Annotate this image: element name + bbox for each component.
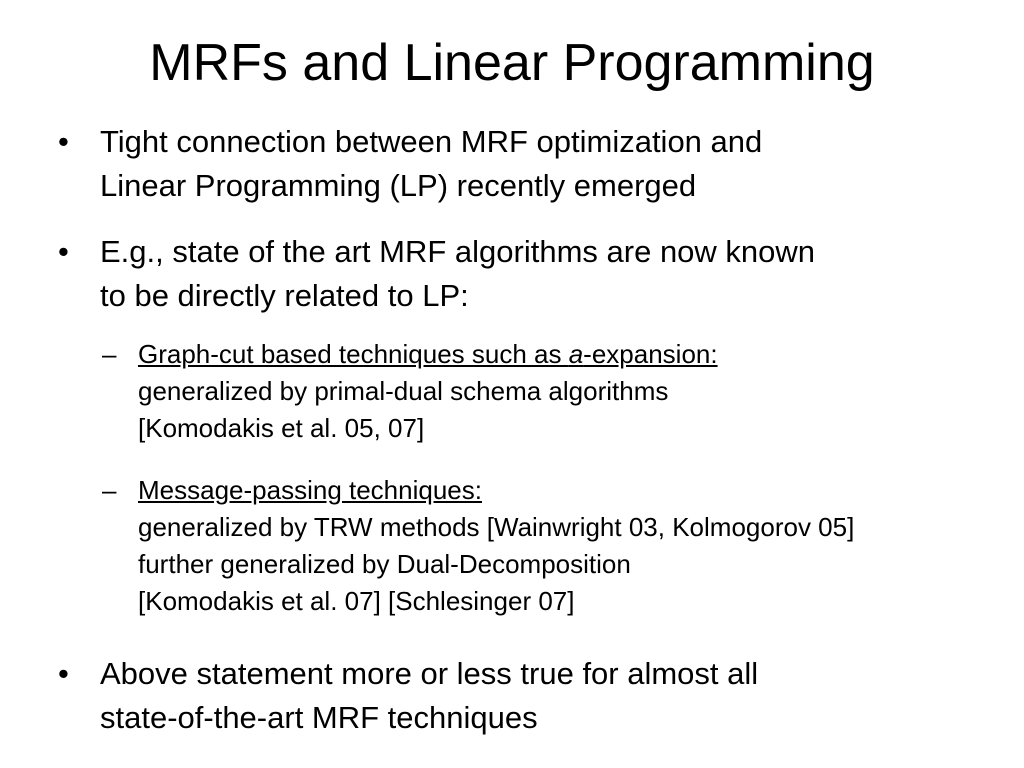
alpha-symbol: a: [568, 339, 584, 369]
bullet-line: Linear Programming (LP) recently emerged: [100, 168, 697, 203]
bullet-marker: •: [58, 124, 69, 159]
subbullet-line: further generalized by Dual-Decomposition: [138, 549, 631, 579]
bullet-line: E.g., state of the art MRF algorithms are now known: [100, 234, 816, 269]
bullet-line: state-of-the-art MRF techniques: [100, 700, 538, 735]
subbullet-line: generalized by primal-dual schema algorithms: [138, 376, 669, 406]
bullet-text: [100, 652, 758, 740]
subbullet-text: [138, 472, 854, 620]
subbullet-line: [Komodakis et al. 05, 07]: [138, 413, 425, 443]
bullet-marker: •: [58, 234, 69, 269]
subbullet-heading-text: Graph-cut based techniques such as: [138, 339, 569, 369]
bullet-line: Tight connection between MRF optimization and: [100, 124, 763, 159]
slide-title: MRFs and Linear Programming: [149, 34, 875, 92]
subbullet-heading-text: -expansion:: [583, 339, 718, 369]
bullet-line: to be directly related to LP:: [100, 278, 469, 313]
subbullet-marker: –: [102, 475, 117, 505]
bullet-marker: •: [58, 656, 69, 691]
subbullet-marker: –: [102, 339, 117, 369]
subbullet-heading: [138, 472, 854, 509]
subbullet-text: [138, 336, 718, 447]
subbullet-heading-text: Message-passing techniques:: [138, 475, 482, 505]
bullet-line: Above statement more or less true for almost all: [100, 656, 759, 691]
bullet-text: [100, 230, 815, 318]
subbullet-heading: [138, 336, 718, 373]
subbullet-line: [Komodakis et al. 07] [Schlesinger 07]: [138, 586, 575, 616]
bullet-text: [100, 120, 762, 208]
subbullet-line: generalized by TRW methods [Wainwright 03, Kolmogorov 05]: [138, 512, 855, 542]
